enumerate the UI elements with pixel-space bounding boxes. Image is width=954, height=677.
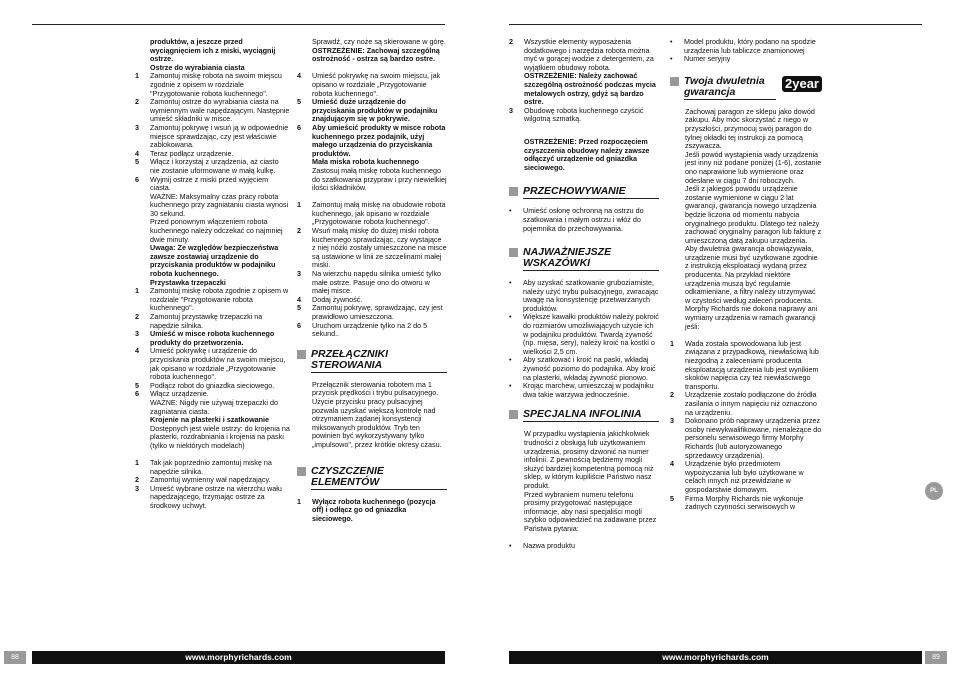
heading-marker — [509, 248, 518, 257]
step-item: 3 Umieść wybrane ostrze na wierzchu wału napędzającego, trzymając ostrze za środkowy uchwyt. — [135, 483, 282, 511]
step-item: 4 Dodaj żywność. — [297, 294, 363, 304]
heading-marker — [670, 77, 679, 86]
grater-steps — [135, 287, 290, 399]
step-item: 4 Umieść pokrywkę i urządzenie do przyciskania produktów na swoim miejscu, jak opisano w rozdziale „Przygotowanie robota kuchennego". — [135, 346, 286, 382]
warranty-text: Zachowaj paragon ze sklepu jako dowód zakupu. Aby móc skorzystać z niego w przyszłości, przymocuj swój paragon do tylnej okładki tej instrukcji za pomocą zszywacza. — [685, 106, 815, 151]
step-item: 3 Na wierzchu napędu silnika umieść tylko małe ostrze. Pasuje ono do otworu w małej misce. — [297, 269, 442, 296]
grater-title: Przystawka trzepaczki — [150, 277, 226, 287]
step-item: 2 Wszystkie elementy wyposażenia dodatkowego i narzędzia robota można myć w gorącej wodzie z detergentem, za wyjątkiem obudowy robota. — [509, 37, 654, 72]
tip-item: • Aby uzyskać szatkowanie gruboziarniste, należy użyć trybu pulsacyjnego, zwracając uwagę na konsystencję przetwarzanych produktów. — [509, 278, 659, 313]
warning-text: WAŻNE: Maksymalny czas pracy robota kuchennego przy zagniataniu ciasta wynosi 30 sekund. — [150, 191, 289, 218]
exclusion-item: 2 Urządzenie zostało podłączone do źródła zasilania o innym napięciu niż oznaczono na urządzeniu. — [670, 390, 817, 417]
warranty-logo: 2year — [782, 76, 822, 92]
page-number: 89 — [925, 651, 947, 664]
warning-text: OSTRZEŻENIE: Przed rozpoczęciem czyszczenia obudowy należy zawsze odłączyć urządzenie od gniazdka sieciowego. — [524, 136, 650, 172]
heading-text: PRZECHOWYWANIE — [523, 186, 659, 199]
warranty-text: Morphy Richards nie dokona naprawy ani wymiany urządzenia w ramach gwarancji jeśli: — [685, 304, 818, 331]
blade-steps — [297, 72, 447, 158]
warranty-text: Aby dwuletnia gwarancja obowiązywała, urządzenie musi być użytkowane zgodnie z instrukcją eksploatacji wydaną przez producenta. Na przykład niektóre urządzenia muszą być regularnie odkamieniane, a filtry należy utrzymywać w czystości według zaleceń producenta. — [685, 244, 818, 305]
step-item: 2 Wsuń małą miskę do dużej miski robota kuchennego sprawdzając, czy wystające z niej nóżki zostały umieszczone na misce są ustawione w linii ze szczelinami małej miski. — [297, 226, 447, 270]
warranty-text: Jeśli z jakiegoś powodu urządzenie zostanie wymienione w ciągu 2 lat gwarancji, gwarancja nowego urządzenia będzie liczona od momentu nabycia oryginalnego produktu. Dlatego też należy zachować oryginalny paragon lub fakturę z umieszczoną datą zakupu urządzenia. — [685, 184, 822, 245]
heading-marker — [297, 467, 306, 476]
language-badge: PL — [925, 482, 943, 500]
exclusions-list — [670, 340, 822, 512]
heading-text: SPECJALNA INFOLINIA — [523, 409, 659, 422]
exclusion-item: 4 Urządzenie było przedmiotem wypożyczania lub było użytkowane w celach innych niż przewidziane w gospodarstwie domowym. — [670, 459, 804, 494]
step-item: 6 Wyjmij ostrze z miski przed wyjęciem ciasta. — [135, 174, 269, 193]
step-item: 1 Tak jak poprzednio zamontuj miskę na napędzie silnika. — [135, 458, 272, 476]
step-item: 1 Zamontuj miskę robota na swoim miejscu zgodnie z opisem w rozdziale "Przygotowanie robota kuchennego". — [135, 71, 282, 98]
step-item: 6 Włącz urządzenie. — [135, 389, 209, 399]
section-heading — [297, 466, 447, 490]
page-number: 88 — [4, 651, 26, 664]
tip-item: • Aby szatkować i kroić na paski, wkładaj żywność poziomo do podajnika. Aby kroić na plasterki, wkładaj żywność pionowo. — [509, 355, 656, 382]
help-list — [509, 542, 659, 551]
section-heading — [509, 409, 659, 422]
exclusion-item: 3 Dokonano prób naprawy urządzenia przez osoby niewykwalifikowane, nienależące do personelu serwisowego firmy Morphy Richards (lub autoryzowanego sprzedawcy urządzenia). — [670, 416, 822, 460]
switch-text: Przełącznik sterowania robotem ma 1 przycisk prędkości i trybu pulsacyjnego. — [312, 379, 439, 398]
step-item: 5 Włącz i korzystaj z urządzenia, aż ciasto nie zostanie uformowane w małą kulkę. — [135, 157, 279, 175]
step-item: 1 Zamontuj miskę robota zgodnie z opisem w rozdziale "Przygotowanie robota kuchennego". — [135, 286, 289, 313]
helpline-text: W przypadku wystąpienia jakichkolwiek trudności z obsługą lub użytkowaniem urządzenia, prosimy dzwonić na numer infolinii. Z pewnością będziemy mogli służyć bardziej kompetentną pomocą niż sklep, w którym kupiliście Państwo nasz produkt. — [524, 429, 654, 490]
step-item: 3 Zamontuj pokrywę i wsuń ją w odpowiednie miejsce sprawdzając, czy jest właściwie zablokowana. — [135, 122, 289, 150]
switch-text: Użycie przycisku pracy pulsacyjnej pozwala uzyskać większą kontrolę nad otrzymaniem żądanej konsystencji miksowanych produktów. Tryb ten powinien być wykorzystywany tylko „impulsowo", przez krótkie okresy czasu. — [312, 396, 442, 449]
step-item: 2 Zamontuj przystawkę trzepaczki na napędzie silnika. — [135, 312, 263, 330]
right-page — [477, 0, 954, 677]
small-bowl-text: Zastosuj małą miskę robota kuchennego do szatkowania przypraw i przy niewielkiej ilości składników. — [312, 165, 447, 193]
section-heading — [509, 186, 659, 199]
warning-text: WAŻNE: Nigdy nie używaj trzepaczki do zagniatania ciasta. — [150, 397, 278, 416]
dough-steps — [135, 72, 290, 192]
heading-text: NAJWAŻNIEJSZE WSKAZÓWKI — [523, 247, 659, 271]
warning-text: OSTRZEŻENIE: Należy zachować szczególną ostrożność podczas mycia metalowych ostrzy, gdyż są bardzo ostre. — [524, 71, 656, 107]
heading-text: Twoja dwuletnia gwarancja — [684, 76, 776, 100]
section-heading — [297, 349, 447, 373]
heading-text: PRZEŁĄCZNIKI STEROWANIA — [311, 349, 447, 373]
warranty-text: Jeśli powód wystąpienia wady urządzenia jest inny niż podane poniżej (1-6), zostanie ono naprawione lub wymienione oraz odesłane w ciągu 7 dni roboczych. — [685, 149, 822, 185]
step-item: 6 Uruchom urządzenie tylko na 2 do 5 sekund.. — [297, 320, 428, 339]
tip-item: • Krojąc marchew, umieszczaj w podajniku dwa takie warzywa jednocześnie. — [509, 381, 654, 399]
step-item: 1 Wyłącz robota kuchennego (pozycja off) i odłącz go od gniazdka sieciowego. — [297, 496, 436, 523]
column-4 — [670, 38, 822, 512]
bullet-item: • Nazwa produktu — [509, 541, 575, 551]
step-item: 3 Obudowę robota kuchennego czyścić wilgotną szmatką. — [509, 105, 644, 124]
step-item: 5 Podłącz robot do gniazdka sieciowego. — [135, 380, 275, 390]
step-item: 2 Zamontuj wymienny wał napędzający. — [135, 475, 271, 485]
warning-text: OSTRZEŻENIE: Zachowaj szczególną ostrożność - ostrza są bardzo ostre. — [312, 45, 440, 64]
dough-title: Ostrze do wyrabiania ciasta — [150, 62, 245, 72]
slicing-title: Krojenie na plasterki i szatkowanie — [150, 415, 270, 425]
exclusion-item: 1 Wada została spowodowana lub jest związana z przypadkową, niewłaściwą lub niezgodną z zaleceniami producenta eksploatacją urządzenia lub jest wynikiem skoków napięcia czy też niewłaściwego transportu. — [670, 338, 819, 391]
info-list — [670, 38, 822, 64]
footer-url: www.morphyrichards.com — [185, 652, 292, 662]
step-item: 3 Umieść w misce robota kuchennego produkty do przetworzenia. — [135, 329, 275, 347]
tips-list — [509, 279, 659, 399]
step-item: 6 Aby umieścić produkty w misce robota kuchennego przez podajnik, użyj małego urządzenia do przyciskania produktów. — [297, 122, 446, 158]
helpline-text: Przed wybraniem numeru telefonu prosimy przygotować następujące informacje, aby nasi specjaliści mogli szybko odpowiedzieć na zadawane przez Państwa pytania: — [524, 489, 657, 533]
bullet-item: • Model produktu, który podano na spodzie urządzenia lub tabliczce znamionowej — [670, 37, 816, 55]
heading-marker — [297, 350, 306, 359]
footer-bar — [32, 651, 445, 664]
footer-url: www.morphyrichards.com — [662, 652, 769, 662]
blade-text: Sprawdź, czy noże są skierowane w górę. — [312, 37, 446, 46]
column-3 — [509, 38, 659, 551]
small-bowl-title: Mała miska robota kuchennego — [312, 157, 420, 167]
step-item: 4 Umieść pokrywkę na swoim miejscu, jak opisano w rozdziale „Przygotowanie robota kuchennego". — [297, 71, 441, 98]
bullet-item: • Numer seryjny — [670, 54, 731, 64]
heading-text: CZYSZCZENIE ELEMENTÓW — [311, 466, 447, 490]
top-rule — [509, 24, 922, 25]
step-item: 5 Umieść duże urządzenie do przyciskania produktów w podajniku znajdującym się w pokrywie. — [297, 97, 438, 124]
step-item: 2 Zamontuj ostrze do wyrabiania ciasta na wymiennym wale napędzającym. Następnie umieść składniki w misce. — [135, 97, 290, 124]
section-heading — [509, 247, 659, 271]
intro-text: produktów, a jeszcze przed wyciągnięciem ich z miski, wyciągnij ostrze. — [150, 37, 276, 64]
safety-note: Uwaga: Ze względów bezpieczeństwa zawsze zostawiaj urządzenie do przyciskania produktów w podajniku robota kuchennego. — [150, 243, 279, 279]
slicing-steps — [135, 459, 290, 511]
step-item: 4 Teraz podłącz urządzenie. — [135, 148, 234, 158]
heading-marker — [509, 187, 518, 196]
step-item: 1 Zamontuj małą miskę na obudowie robota kuchennego, jak opisano w rozdziale „Przygotowanie robota kuchennego". — [297, 200, 446, 227]
exclusion-item: 5 Firma Morphy Richards nie wykonuje żadnych czynności serwisowych w — [670, 493, 804, 512]
small-bowl-steps — [297, 201, 447, 339]
footer-bar — [509, 651, 922, 664]
heading-marker — [509, 410, 518, 419]
warning-text: Przed ponownym włączeniem robota kuchennego należy odczekać co najmniej dwie minuty. — [150, 217, 283, 244]
column-1 — [135, 38, 290, 511]
slicing-text: Dostępnych jest wiele ostrzy: do krojenia na plasterki, rozdrabniania i krojenia na paski (tylko w niektórych modelach) — [150, 423, 290, 450]
step-item: 5 Zamontuj pokrywę, sprawdzając, czy jest prawidłowo umieszczona. — [297, 303, 443, 321]
section-heading — [670, 76, 822, 100]
column-2 — [297, 38, 447, 523]
tip-item: • Większe kawałki produktów należy pokroić do rozmiarów umożliwiających użycie ich w podajniku produktów. Twardą żywność (np. mięsa, sery), należy kroić na kostki o wielkości 2,5 cm. — [509, 312, 659, 356]
bullet-item: • Umieść osłonę ochronną na ostrzu do szatkowania i małym ostrzu i włóż do pojemnika do przechowywania. — [509, 206, 644, 233]
top-rule — [32, 24, 445, 25]
